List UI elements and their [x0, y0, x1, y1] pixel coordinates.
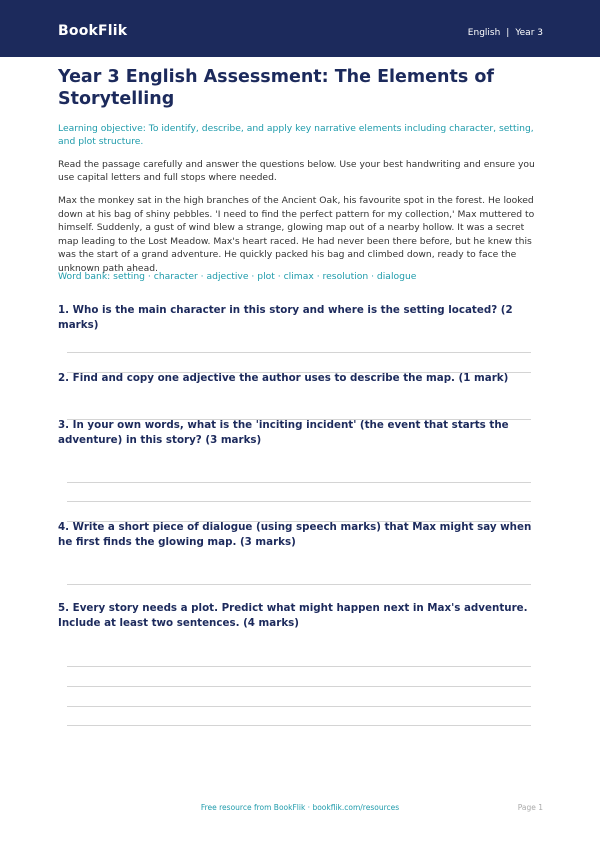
footer-resource-link[interactable]: Free resource from BookFlik · bookflik.com/resources [200, 803, 400, 812]
question-3: 3. In your own words, what is the 'inciting incident' (the event that starts the adventure) in this story? (3 marks) [58, 419, 509, 446]
learning-objective: Learning objective: To identify, describe, and apply key narrative elements including character, setting, and plot structure. [58, 123, 534, 147]
header-meta [468, 28, 543, 38]
question-2: 2. Find and copy one adjective the author uses to describe the map. (1 mark) [58, 372, 509, 384]
brand-logo[interactable]: BookFlik [58, 23, 128, 39]
year-label: Year 3 [515, 28, 543, 38]
answer-line[interactable] [67, 501, 531, 502]
answer-line[interactable] [67, 419, 531, 420]
answer-line[interactable] [67, 686, 531, 687]
answer-line[interactable] [67, 666, 531, 667]
answer-line[interactable] [67, 521, 531, 522]
answer-line[interactable] [67, 352, 531, 353]
answer-line[interactable] [67, 706, 531, 707]
question-1: 1. Who is the main character in this story and where is the setting located? (2 marks) [58, 304, 513, 331]
answer-line[interactable] [67, 584, 531, 585]
answer-line[interactable] [67, 482, 531, 483]
page-header [0, 0, 600, 57]
reading-passage: Max the monkey sat in the high branches of the Ancient Oak, his favourite spot in the forest. He looked down at his bag of shiny pebbles. 'I need to find the perfect pattern for my collection,' Max muttered to himself. Suddenly, a gust of wind blew a strange, glowing map out of a nearby hollow. It was a secret map leading to the Lost Meadow. Max's heart raced. He had never been there before, but he knew this was the start of a grand adventure. He quickly packed his bag and climbed down, ready to face the unknown path ahead. [58, 195, 535, 274]
answer-line[interactable] [67, 372, 531, 373]
instructions: Read the passage carefully and answer the questions below. Use your best handwriting and ensure you use capital letters and full stops where needed. [58, 159, 535, 183]
word-bank: Word bank: setting · character · adjective · plot · climax · resolution · dialogue [58, 271, 417, 282]
answer-line[interactable] [67, 725, 531, 726]
question-4: 4. Write a short piece of dialogue (using speech marks) that Max might say when he first finds the glowing map. (3 marks) [58, 521, 532, 548]
header-separator: | [506, 28, 510, 38]
page-number: Page 1 [517, 803, 543, 812]
question-5: 5. Every story needs a plot. Predict what might happen next in Max's adventure. Include at least two sentences. (4 marks) [58, 602, 528, 629]
subject-label: English [467, 28, 501, 38]
page-title: Year 3 English Assessment: The Elements of Storytelling [58, 67, 494, 109]
